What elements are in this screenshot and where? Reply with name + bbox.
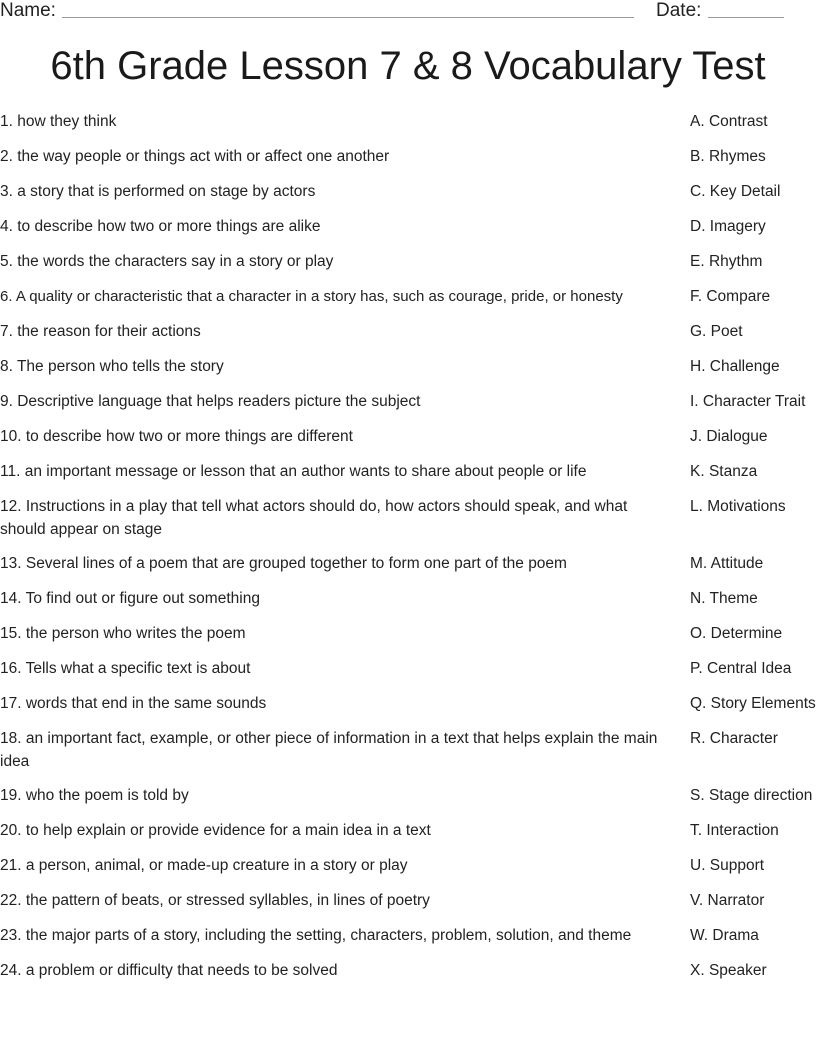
answer-choice: Q. Story Elements <box>690 695 816 712</box>
answer-choice: A. Contrast <box>690 113 768 130</box>
answer-choice: R. Character <box>690 730 778 747</box>
name-blank-line <box>62 17 634 18</box>
answer-choice: T. Interaction <box>690 822 779 839</box>
answer-choice: G. Poet <box>690 323 743 340</box>
answer-choice: B. Rhymes <box>690 148 766 165</box>
question-text: 16. Tells what a specific text is about <box>0 660 251 677</box>
question-row <box>0 110 816 145</box>
answer-choice: E. Rhythm <box>690 253 763 270</box>
question-text: 11. an important message or lesson that an author wants to share about people or life <box>0 463 587 480</box>
question-text: 6. A quality or characteristic that a character in a story has, such as courage, pride, or honesty <box>0 288 623 305</box>
date-blank-line <box>708 17 784 18</box>
question-text: 17. words that end in the same sounds <box>0 695 267 712</box>
answer-choice: M. Attitude <box>690 555 764 572</box>
answer-choice: L. Motivations <box>690 498 786 515</box>
question-row <box>0 285 816 320</box>
student-info-header <box>0 0 816 24</box>
question-text: 22. the pattern of beats, or stressed syllables, in lines of poetry <box>0 892 430 909</box>
question-row <box>0 215 816 250</box>
question-row <box>0 425 816 460</box>
answer-choice: J. Dialogue <box>690 428 768 445</box>
answer-choice: O. Determine <box>690 625 783 642</box>
question-row <box>0 692 816 727</box>
question-list <box>0 110 816 994</box>
question-text: 12. Instructions in a play that tell what actors should do, how actors should speak, and what should appear on stage <box>0 498 628 538</box>
question-text: 4. to describe how two or more things are alike <box>0 218 321 235</box>
date-label: Date: <box>656 0 702 21</box>
question-text: 2. the way people or things act with or affect one another <box>0 148 390 165</box>
answer-choice: S. Stage direction <box>690 787 813 804</box>
question-row <box>0 145 816 180</box>
question-row <box>0 180 816 215</box>
answer-choice: F. Compare <box>690 288 771 305</box>
question-row <box>0 819 816 854</box>
page-title: 6th Grade Lesson 7 & 8 Vocabulary Test <box>50 44 766 88</box>
question-row <box>0 320 816 355</box>
answer-choice: I. Character Trait <box>690 393 806 410</box>
question-text: 19. who the poem is told by <box>0 787 189 804</box>
answer-choice: X. Speaker <box>690 962 767 979</box>
question-text: 21. a person, animal, or made-up creature in a story or play <box>0 857 408 874</box>
question-text: 13. Several lines of a poem that are grouped together to form one part of the poem <box>0 555 567 572</box>
question-row <box>0 355 816 390</box>
question-row <box>0 959 816 994</box>
answer-choice: P. Central Idea <box>690 660 792 677</box>
question-text: 5. the words the characters say in a story or play <box>0 253 334 270</box>
answer-choice: N. Theme <box>690 590 758 607</box>
question-text: 8. The person who tells the story <box>0 358 224 375</box>
answer-choice: H. Challenge <box>690 358 780 375</box>
answer-choice: D. Imagery <box>690 218 766 235</box>
question-text: 18. an important fact, example, or other piece of information in a text that helps explain the main idea <box>0 730 658 770</box>
question-text: 23. the major parts of a story, including the setting, characters, problem, solution, and theme <box>0 927 632 944</box>
answer-choice: V. Narrator <box>690 892 765 909</box>
question-row <box>0 552 816 587</box>
question-row <box>0 622 816 657</box>
answer-choice: K. Stanza <box>690 463 758 480</box>
question-text: 14. To find out or figure out something <box>0 590 260 607</box>
question-row <box>0 460 816 495</box>
answer-choice: W. Drama <box>690 927 759 944</box>
question-row <box>0 495 816 552</box>
answer-choice: C. Key Detail <box>690 183 781 200</box>
question-text: 1. how they think <box>0 113 117 130</box>
question-row <box>0 924 816 959</box>
question-row <box>0 587 816 622</box>
question-text: 3. a story that is performed on stage by actors <box>0 183 316 200</box>
question-row <box>0 889 816 924</box>
question-text: 15. the person who writes the poem <box>0 625 246 642</box>
question-row <box>0 390 816 425</box>
name-label: Name: <box>0 0 56 21</box>
question-text: 10. to describe how two or more things are different <box>0 428 353 445</box>
question-text: 7. the reason for their actions <box>0 323 201 340</box>
question-row <box>0 854 816 889</box>
question-row <box>0 727 816 784</box>
question-text: 9. Descriptive language that helps readers picture the subject <box>0 393 421 410</box>
question-row <box>0 784 816 819</box>
question-row <box>0 657 816 692</box>
question-row <box>0 250 816 285</box>
answer-choice: U. Support <box>690 857 765 874</box>
question-text: 24. a problem or difficulty that needs to be solved <box>0 962 338 979</box>
question-text: 20. to help explain or provide evidence for a main idea in a text <box>0 822 431 839</box>
